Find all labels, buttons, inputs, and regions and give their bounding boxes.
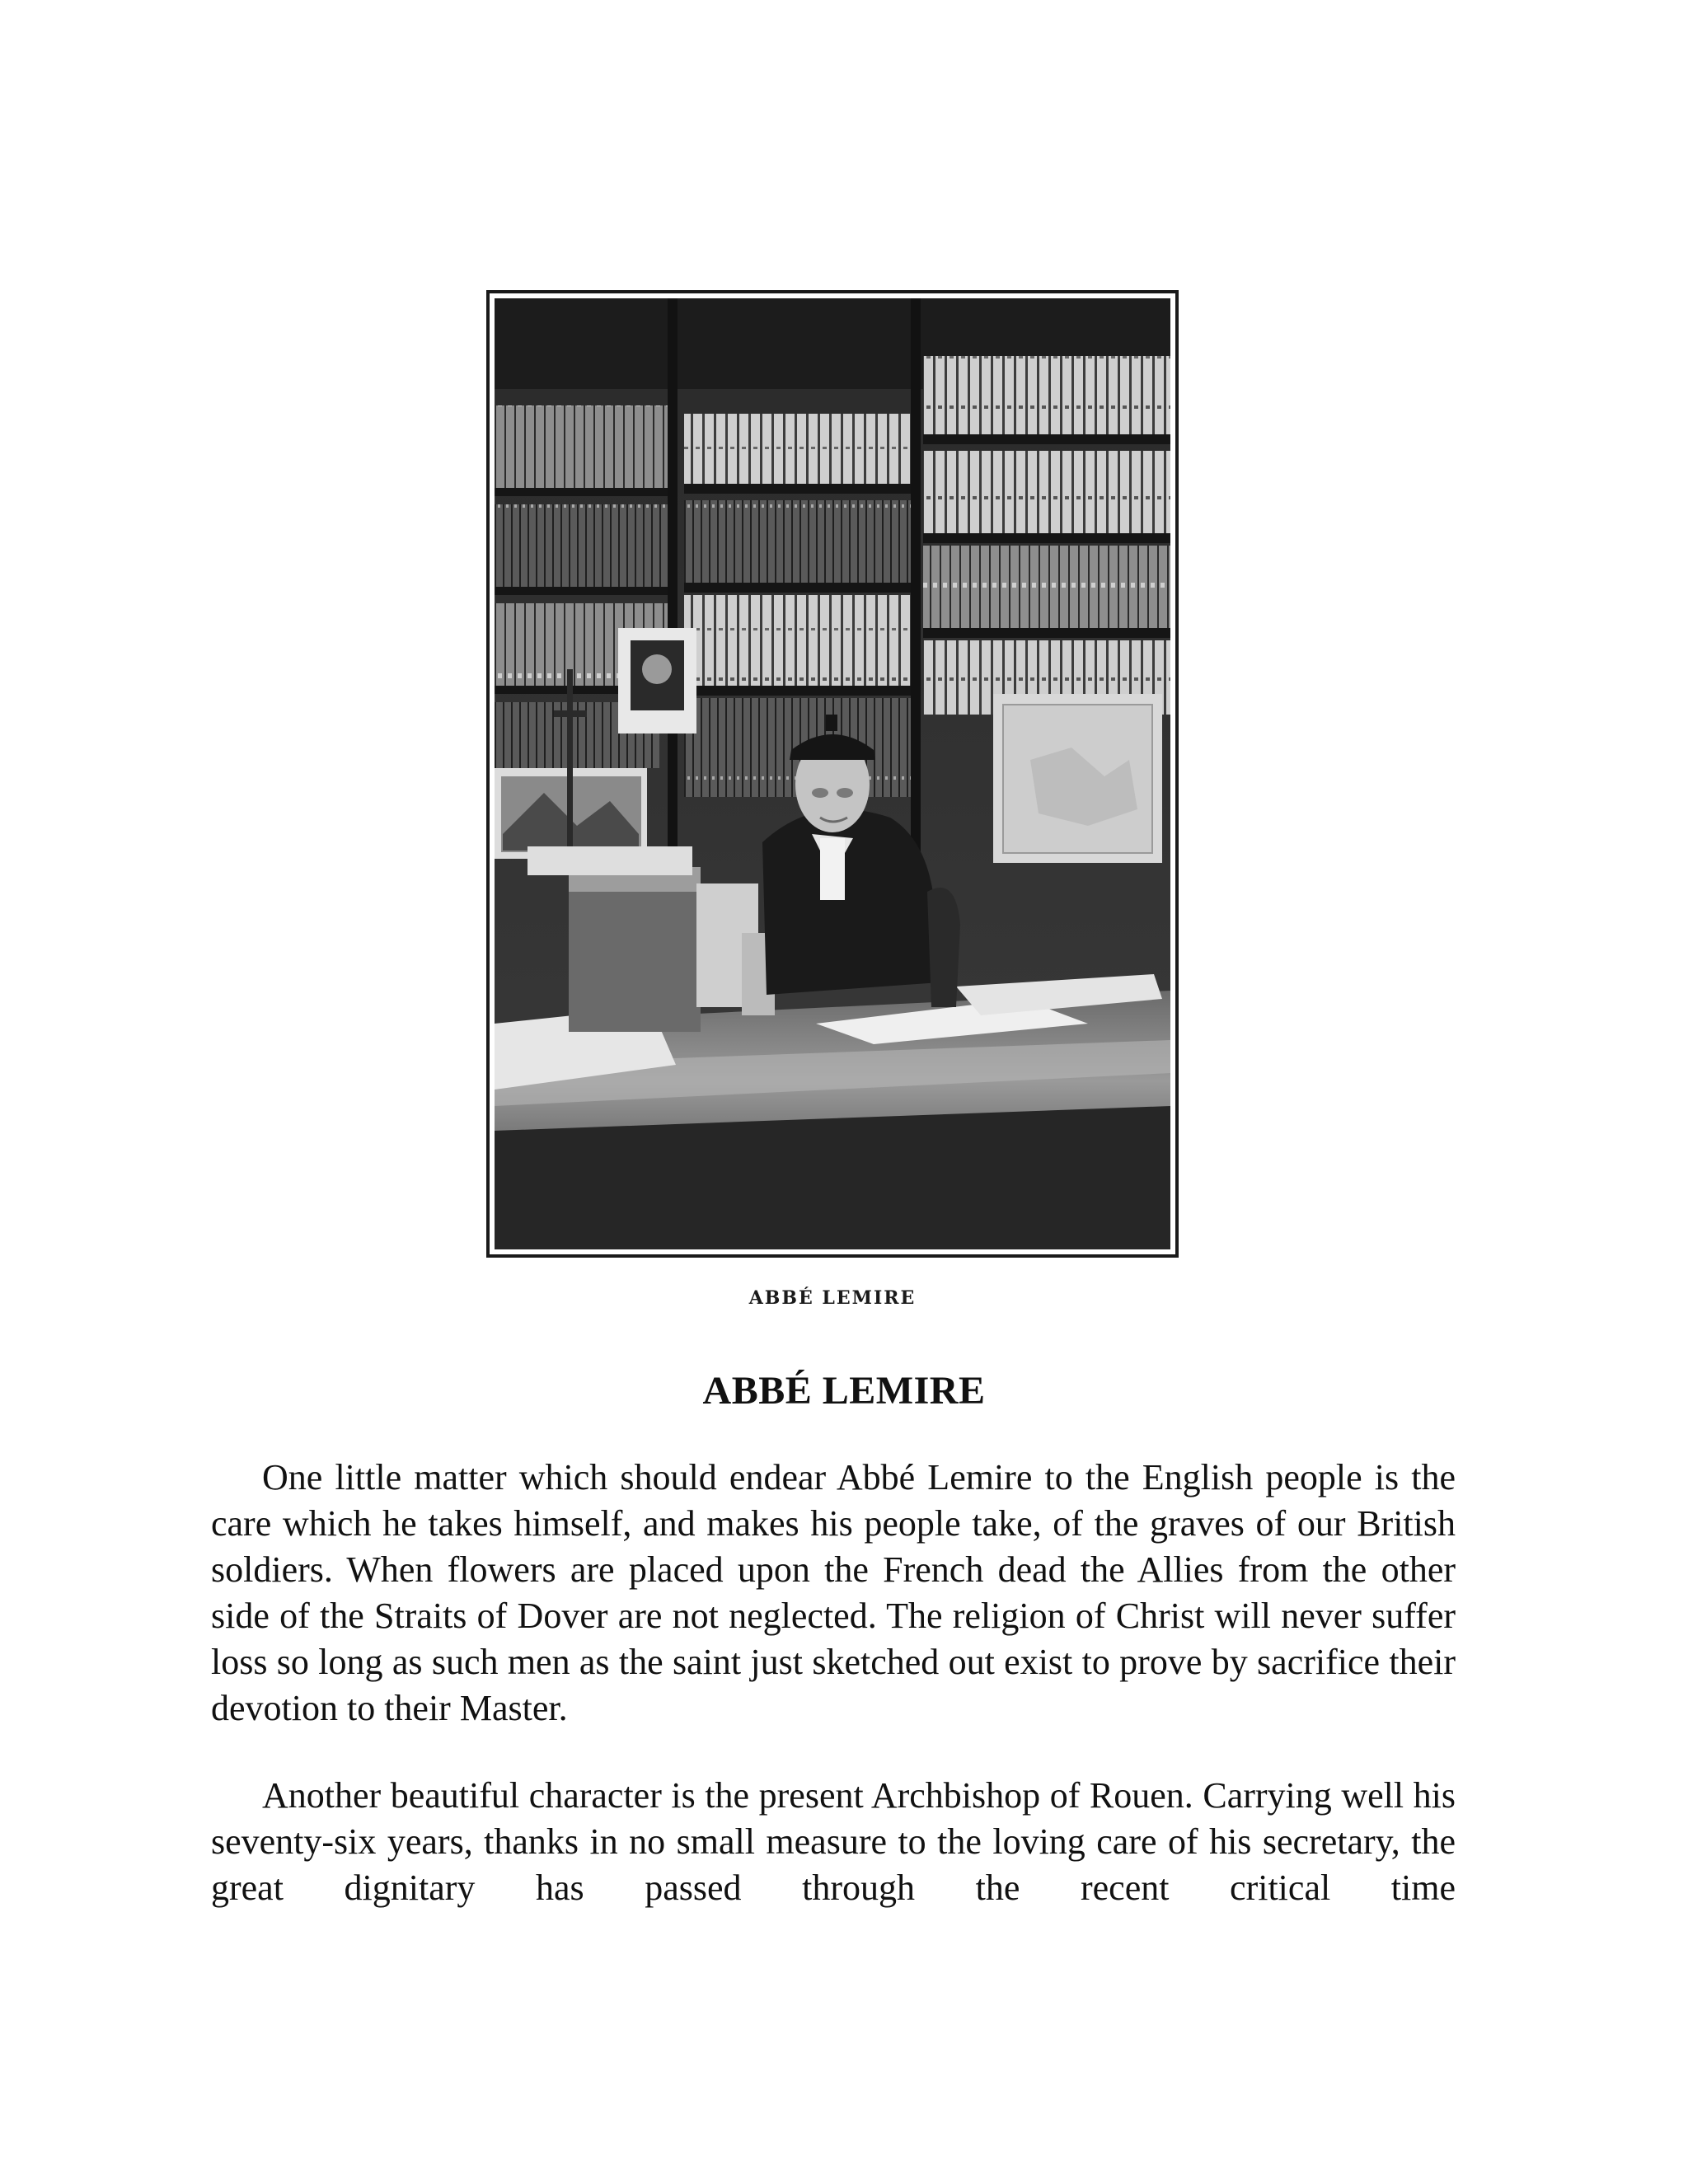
section-heading: ABBÉ LEMIRE xyxy=(702,1369,986,1413)
photograph-caption: ABBÉ LEMIRE xyxy=(748,1287,917,1309)
paragraph: Another beautiful character is the present Archbishop of Rouen. Carrying well his seventy-six years, thanks in no small measure to the loving care of his secretary, the great dignitary has passed through the recent critical time xyxy=(211,1775,1456,1908)
paragraph: One little matter which should endear Abbé Lemire to the English people is the care which he takes himself, and makes his people take, of the graves of our British soldiers. When flowers are placed upon the French dead the Allies from the other side of the Straits of Dover are not neglected. The religion of Christ will never suffer loss so long as such men as the saint just sketched out exist to prove by sacrifice their devotion to their Master. xyxy=(211,1457,1456,1728)
body-text xyxy=(211,1455,1456,1952)
photograph-image xyxy=(495,298,1170,1249)
portrait-photograph xyxy=(486,290,1179,1258)
